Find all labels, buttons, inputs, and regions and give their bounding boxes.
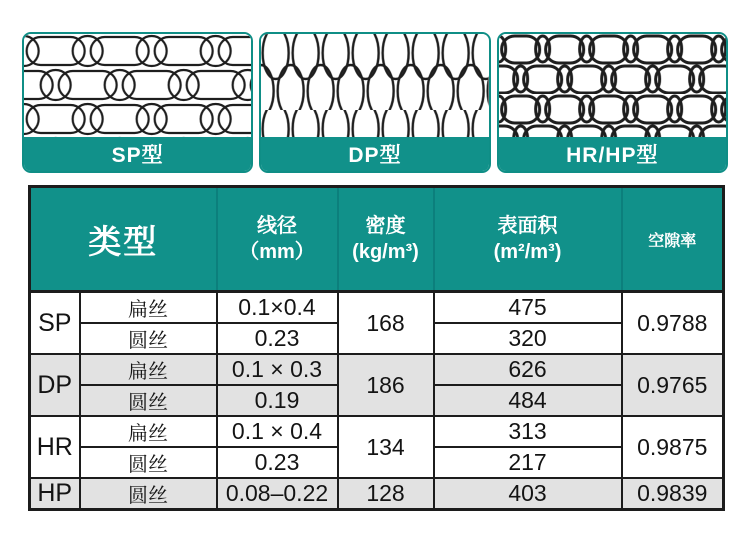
hrhp-round-wire-mesh-icon: [499, 34, 726, 137]
table-row-sp-flat: [30, 292, 724, 324]
header-surface-area: [434, 187, 622, 292]
surface-cell: 626: [434, 354, 622, 385]
surface-cell: 217: [434, 447, 622, 478]
spec-table-area: [28, 185, 725, 511]
diameter-cell: 0.1 × 0.4: [217, 416, 338, 447]
surface-cell: 475: [434, 292, 622, 324]
header-wire-diameter-title: 线径: [257, 215, 297, 237]
header-wire-diameter: [217, 187, 338, 292]
surface-cell: 313: [434, 416, 622, 447]
wire-cell: 圆丝: [80, 323, 217, 354]
spec-table: [28, 185, 725, 511]
product-mesh-panels: [22, 32, 728, 173]
void-cell-hr: 0.9875: [622, 416, 724, 478]
surface-cell: 403: [434, 478, 622, 510]
density-cell-sp: 168: [338, 292, 434, 355]
mesh-panel-sp: [22, 32, 253, 173]
mesh-panel-hrhp: [497, 32, 728, 173]
density-cell-hr: 134: [338, 416, 434, 478]
diameter-cell: 0.08–0.22: [217, 478, 338, 510]
panel-label-dp: DP型: [261, 137, 488, 171]
header-density-title: 密度: [365, 215, 406, 237]
header-density-unit: (kg/m³): [352, 241, 419, 263]
density-cell-dp: 186: [338, 354, 434, 416]
wire-cell: 圆丝: [80, 478, 217, 510]
mesh-panel-dp: [259, 32, 490, 173]
wire-cell: 扁丝: [80, 416, 217, 447]
header-void-ratio: 空隙率: [622, 187, 724, 292]
void-cell-sp: 0.9788: [622, 292, 724, 355]
type-cell-sp: SP: [30, 292, 80, 355]
table-row-dp-flat: [30, 354, 724, 385]
void-cell-hp: 0.9839: [622, 478, 724, 510]
panel-label-sp: SP型: [24, 137, 251, 171]
wire-cell: 圆丝: [80, 385, 217, 416]
wire-cell: 圆丝: [80, 447, 217, 478]
header-type: 类型: [30, 187, 217, 292]
wire-cell: 扁丝: [80, 354, 217, 385]
panel-label-hrhp: HR/HP型: [499, 137, 726, 171]
diameter-cell: 0.1×0.4: [217, 292, 338, 324]
density-cell-hp: 128: [338, 478, 434, 510]
type-cell-dp: DP: [30, 354, 80, 416]
header-surface-area-title: 表面积: [497, 215, 558, 237]
header-density: [338, 187, 434, 292]
header-surface-area-unit: (m²/m³): [493, 241, 562, 263]
type-cell-hr: HR: [30, 416, 80, 478]
surface-cell: 484: [434, 385, 622, 416]
sp-flat-wire-mesh-icon: [24, 34, 251, 137]
header-wire-diameter-unit: （mm）: [239, 241, 315, 263]
table-row-hp: [30, 478, 724, 510]
wire-cell: 扁丝: [80, 292, 217, 324]
type-cell-hp: HP: [30, 478, 80, 510]
void-cell-dp: 0.9765: [622, 354, 724, 416]
diameter-cell: 0.1 × 0.3: [217, 354, 338, 385]
table-row-hr-flat: [30, 416, 724, 447]
diameter-cell: 0.19: [217, 385, 338, 416]
header-row: [30, 187, 724, 292]
dp-dense-wire-mesh-icon: [261, 34, 488, 137]
diameter-cell: 0.23: [217, 323, 338, 354]
surface-cell: 320: [434, 323, 622, 354]
diameter-cell: 0.23: [217, 447, 338, 478]
